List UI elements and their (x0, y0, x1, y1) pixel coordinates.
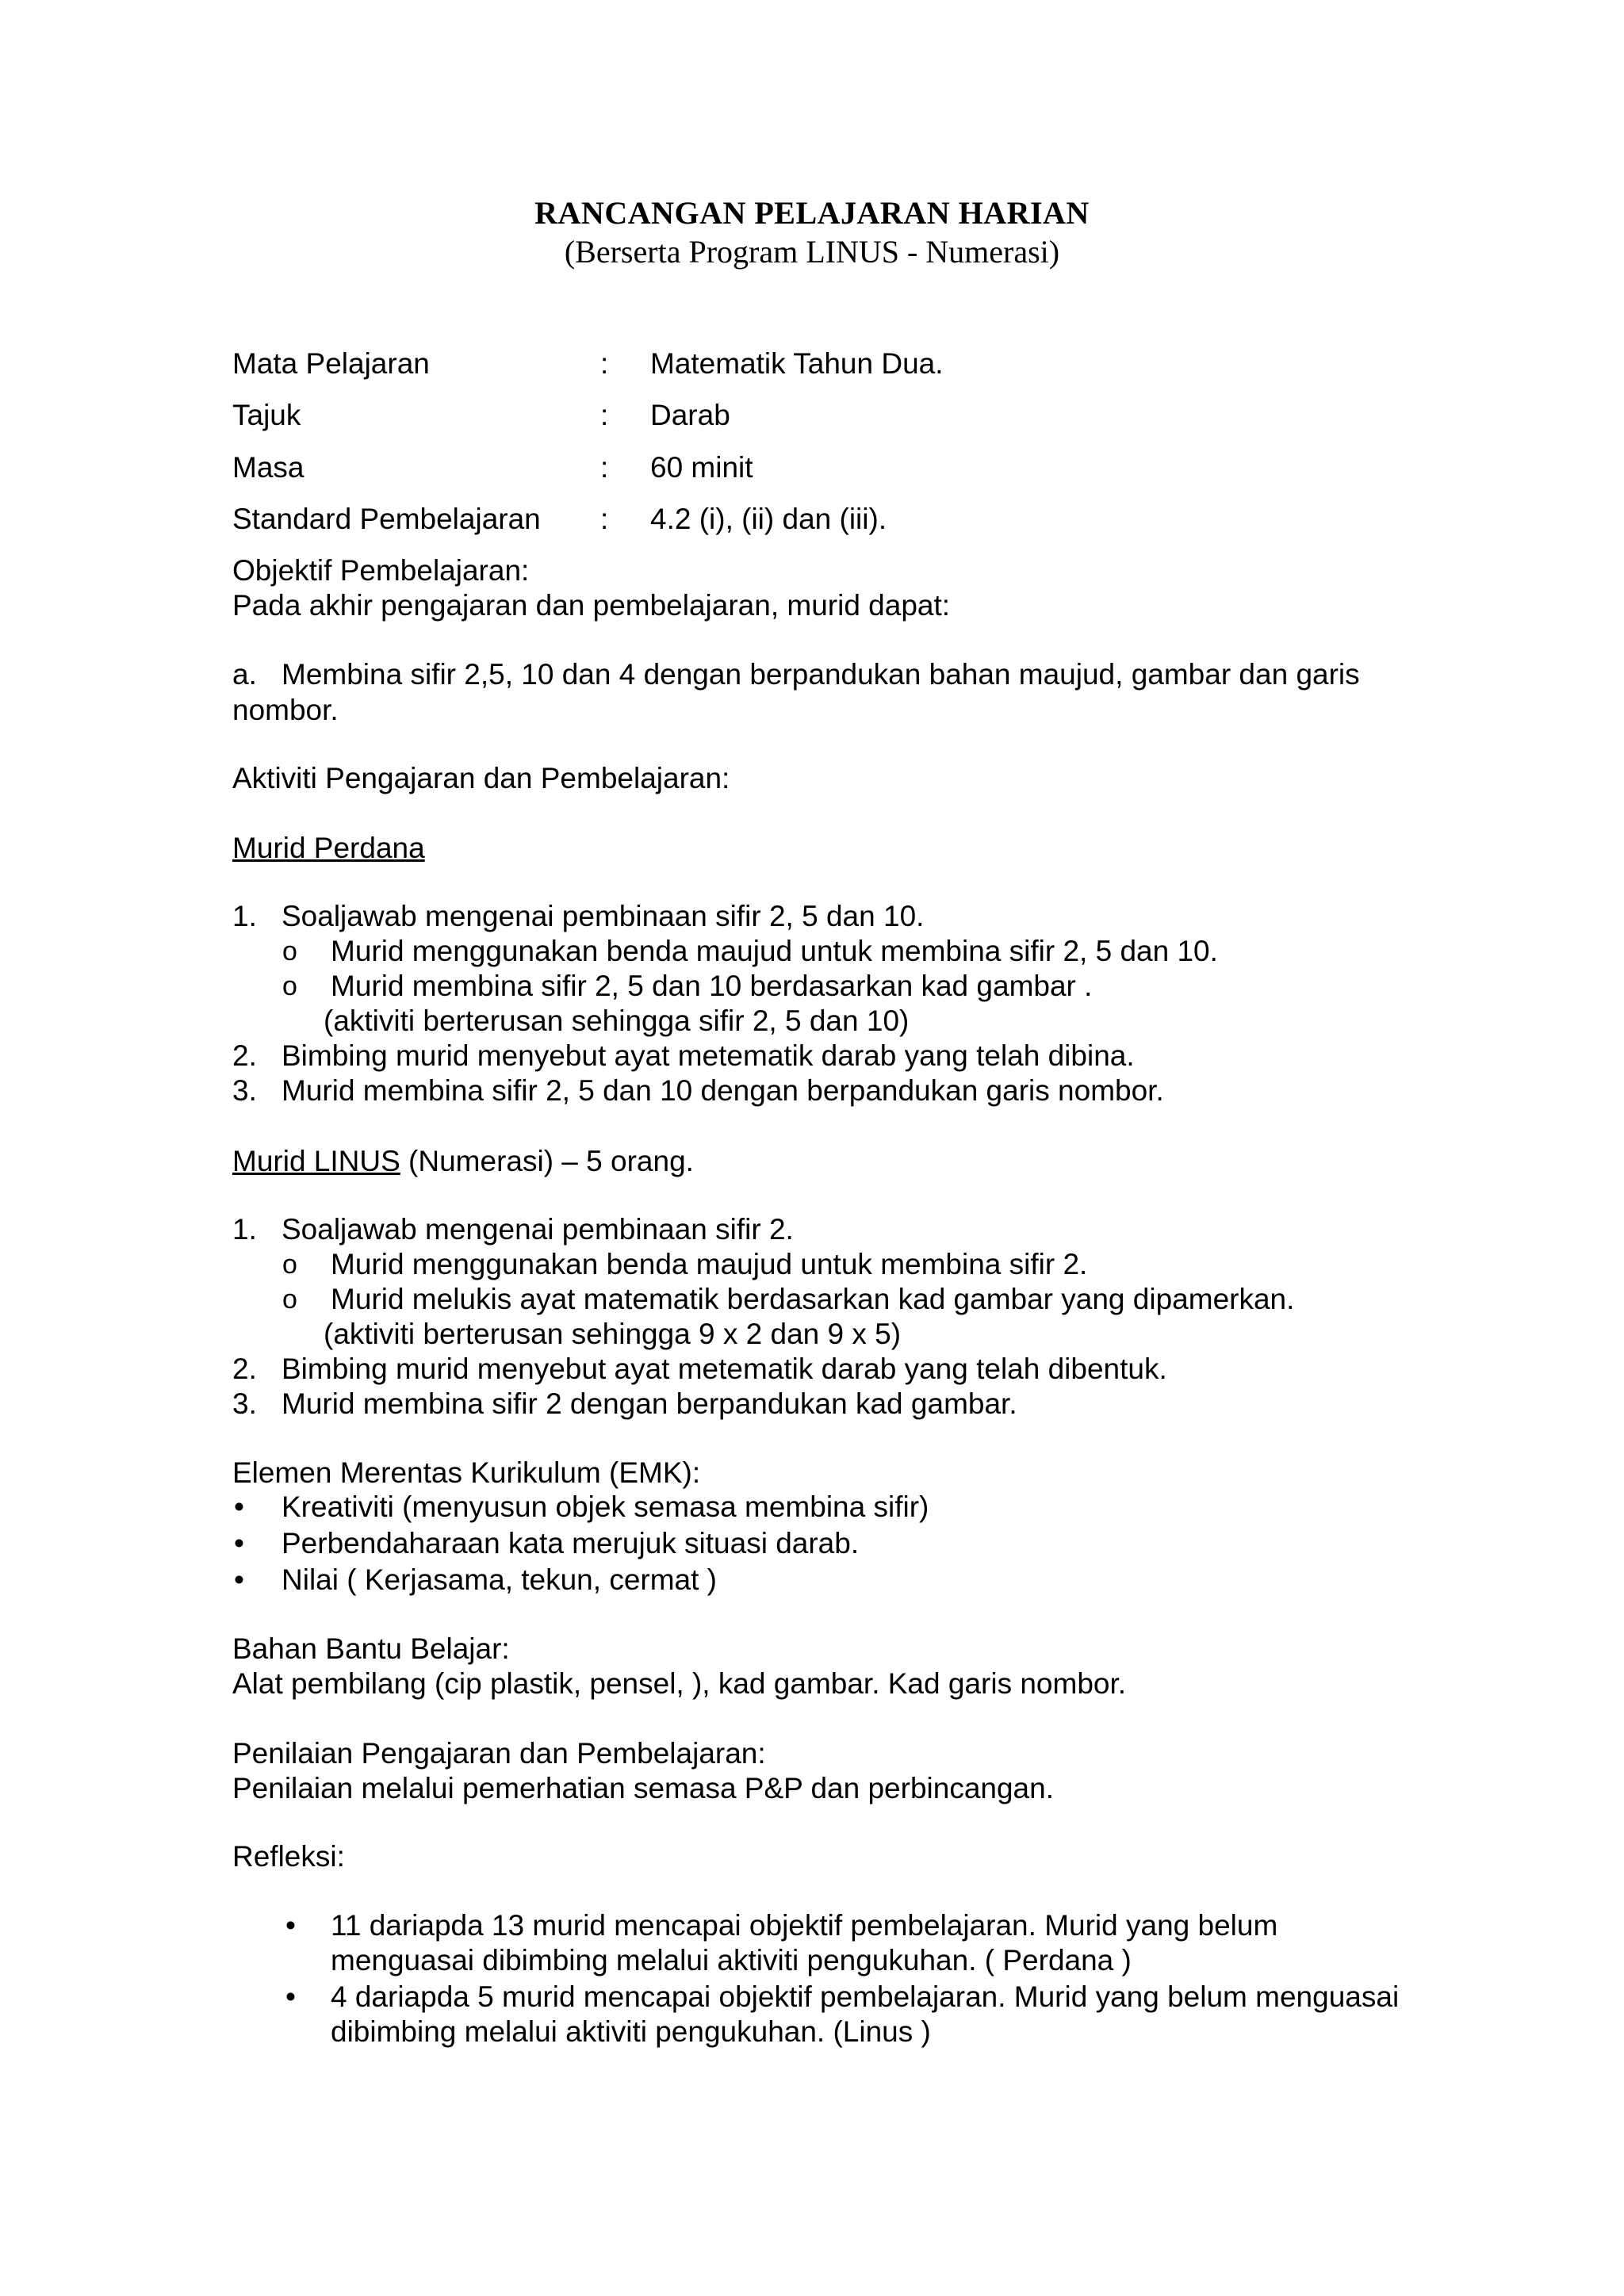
linus-sub-1: Murid menggunakan benda maujud untuk membina sifir 2. (331, 1248, 1088, 1280)
info-colon: : (600, 503, 609, 535)
materials-text: Alat pembilang (cip plastik, pensel, ), kad gambar. Kad garis nombor. (232, 1667, 1127, 1700)
list-number: 2. (232, 1353, 257, 1385)
linus-item-1: Soaljawab mengenai pembinaan sifir 2. (282, 1213, 794, 1246)
linus-heading-underlined: Murid LINUS (232, 1145, 400, 1177)
info-value-subject: Matematik Tahun Dua. (650, 347, 944, 380)
linus-item-3: Murid membina sifir 2 dengan berpandukan kad gambar. (282, 1387, 1017, 1420)
objective-item-marker: a. (232, 658, 257, 691)
emk-item-1: Kreativiti (menyusun objek semasa membina sifir) (282, 1490, 929, 1523)
linus-sub-note: (aktiviti berterusan sehingga 9 x 2 dan 9 x 5) (324, 1318, 902, 1350)
list-number: 1. (232, 900, 257, 932)
circle-bullet-icon: o (282, 936, 297, 966)
bullet-icon: • (234, 1490, 244, 1523)
info-value-time: 60 minit (650, 451, 753, 484)
assessment-heading: Penilaian Pengajaran dan Pembelajaran: (232, 1737, 766, 1770)
list-number: 3. (232, 1074, 257, 1107)
info-label-topic: Tajuk (232, 399, 301, 431)
info-label-subject: Mata Pelajaran (232, 347, 430, 380)
info-value-standard: 4.2 (i), (ii) dan (iii). (650, 503, 887, 535)
perdana-item-3: Murid membina sifir 2, 5 dan 10 dengan berpandukan garis nombor. (282, 1074, 1164, 1107)
info-colon: : (600, 399, 609, 431)
assessment-text: Penilaian melalui pemerhatian semasa P&P dan perbincangan. (232, 1772, 1054, 1804)
info-value-topic: Darab (650, 399, 730, 431)
info-label-standard: Standard Pembelajaran (232, 503, 541, 535)
emk-heading: Elemen Merentas Kurikulum (EMK): (232, 1456, 701, 1489)
perdana-item-2: Bimbing murid menyebut ayat metematik darab yang telah dibina. (282, 1039, 1135, 1072)
circle-bullet-icon: o (282, 1249, 297, 1280)
bullet-icon: • (234, 1527, 244, 1559)
linus-sub-2: Murid melukis ayat matematik berdasarkan kad gambar yang dipamerkan. (331, 1283, 1295, 1315)
reflection-item-1-line-2: menguasai dibimbing melalui aktiviti pengukuhan. ( Perdana ) (331, 1944, 1132, 1976)
document-title: RANCANGAN PELAJARAN HARIAN (534, 195, 1090, 231)
perdana-sub-2: Murid membina sifir 2, 5 dan 10 berdasarkan kad gambar . (331, 970, 1093, 1002)
linus-heading (232, 1144, 694, 1179)
bullet-icon: • (285, 1980, 296, 2013)
activities-heading: Aktiviti Pengajaran dan Pembelajaran: (232, 762, 730, 794)
list-number: 3. (232, 1387, 257, 1420)
circle-bullet-icon: o (282, 971, 297, 1001)
reflection-item-1-line-1: 11 dariapda 13 murid mencapai objektif pembelajaran. Murid yang belum (331, 1909, 1278, 1942)
linus-heading-rest: (Numerasi) – 5 orang. (400, 1145, 694, 1177)
info-colon: : (600, 451, 609, 484)
list-number: 2. (232, 1039, 257, 1072)
perdana-sub-1: Murid menggunakan benda maujud untuk membina sifir 2, 5 dan 10. (331, 935, 1218, 967)
info-colon: : (600, 347, 609, 380)
bullet-icon: • (285, 1909, 296, 1942)
perdana-heading: Murid Perdana (232, 832, 425, 864)
reflection-item-2-line-1: 4 dariapda 5 murid mencapai objektif pembelajaran. Murid yang belum menguasai (331, 1980, 1400, 2013)
objective-item-a-cont: nombor. (232, 694, 339, 726)
reflection-heading: Refleksi: (232, 1840, 345, 1873)
bullet-icon: • (234, 1563, 244, 1596)
materials-heading: Bahan Bantu Belajar: (232, 1632, 510, 1665)
objective-item-a: Membina sifir 2,5, 10 dan 4 dengan berpandukan bahan maujud, gambar dan garis (282, 658, 1360, 691)
circle-bullet-icon: o (282, 1284, 297, 1314)
objective-heading: Objektif Pembelajaran: (232, 554, 530, 587)
info-label-time: Masa (232, 451, 304, 484)
objective-intro: Pada akhir pengajaran dan pembelajaran, murid dapat: (232, 589, 951, 622)
perdana-item-1: Soaljawab mengenai pembinaan sifir 2, 5 dan 10. (282, 900, 925, 932)
linus-item-2: Bimbing murid menyebut ayat metematik darab yang telah dibentuk. (282, 1353, 1167, 1385)
emk-item-2: Perbendaharaan kata merujuk situasi darab. (282, 1527, 860, 1559)
reflection-item-2-line-2: dibimbing melalui aktiviti pengukuhan. (Linus ) (331, 2015, 931, 2048)
list-number: 1. (232, 1213, 257, 1246)
document-subtitle: (Berserta Program LINUS - Numerasi) (564, 234, 1060, 270)
emk-item-3: Nilai ( Kerjasama, tekun, cermat ) (282, 1563, 718, 1596)
perdana-sub-note: (aktiviti berterusan sehingga sifir 2, 5 dan 10) (324, 1004, 910, 1037)
